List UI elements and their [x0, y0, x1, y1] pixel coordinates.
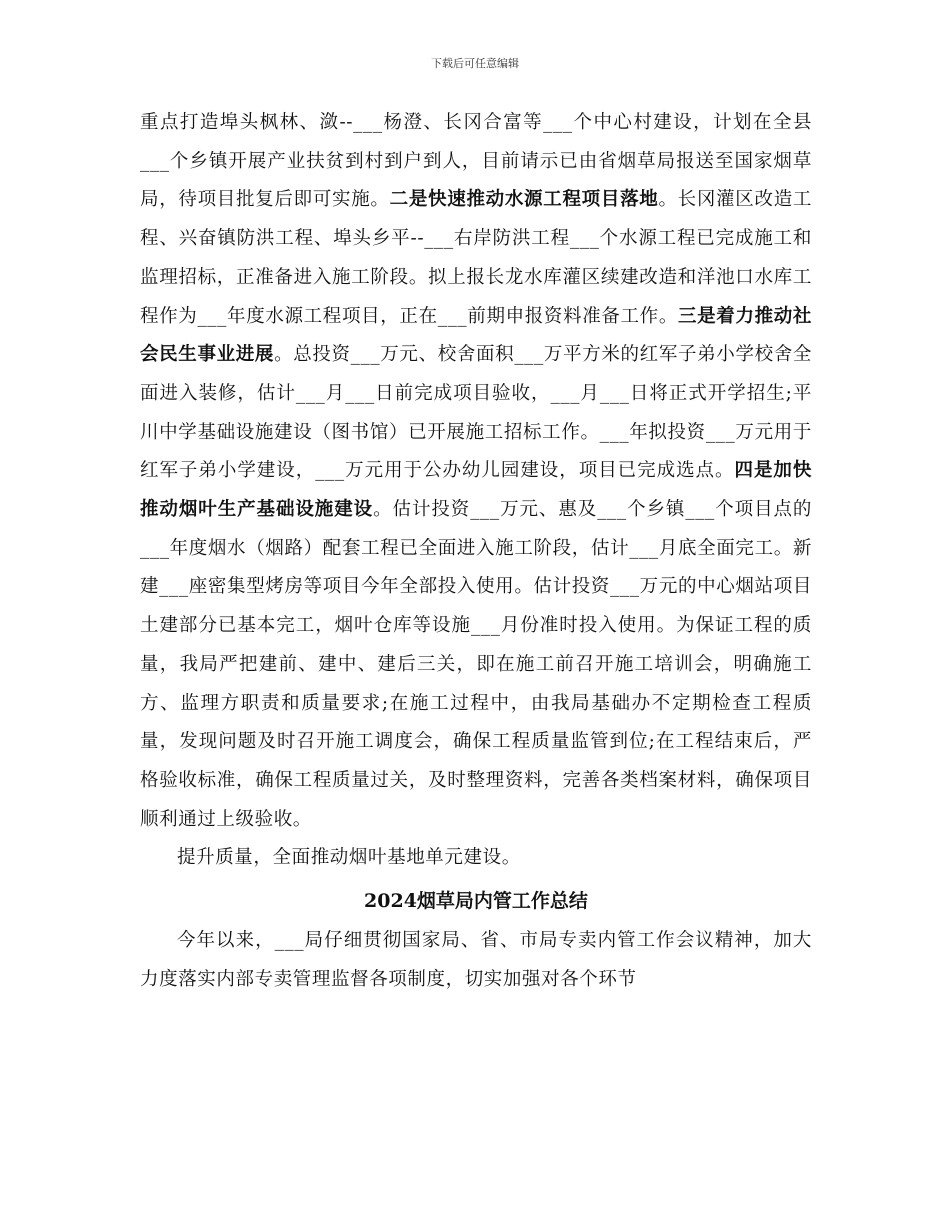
paragraph-1-heading-2: 二是快速推动水源工程项目落地: [389, 189, 659, 211]
paragraph-1-text-2: 。长冈灌区改造工程、兴奋镇防洪工程、埠头乡平--___右岸防洪工程___个水源工程已完成施工和监理招标，正准备进入施工阶段。拟上报长龙水库灌区续建改造和洋池口水库工程作为___年度水源工程项目，正在___前期申报资料准备工作。: [140, 189, 812, 327]
page-header: 下载后可任意编辑: [431, 57, 519, 70]
paragraph-1-text-3: 。总投资___万元、校舍面积___万平方米的红军子弟小学校舍全面进入装修，估计___月___日前完成项目验收，___月___日将正式开学招生;平川中学基础设施建设（图书馆）已开展施工招标工作。___年拟投资___万元用于红军子弟小学建设，___万元用于公办幼儿园建设，项目已完成选点。: [140, 344, 812, 482]
paragraph-1-heading-4: 四是加快推动烟叶生产基础设施建设: [140, 460, 813, 521]
paragraph-1-text-4: 。估计投资___万元、惠及___个乡镇___个项目点的___年度烟水（烟路）配套工程已全面进入施工阶段，估计___月底全面完工。新建___座密集型烤房等项目今年全部投入使用。估计投资___万元的中心烟站项目土建部分已基本完工，烟叶仓库等设施___月份准时投入使用。为保证工程的质量，我局严把建前、建中、建后三关，即在施工前召开施工培训会，明确施工方、监理方职责和质量要求;在施工过程中，由我局基础办不定期检查工程质量，发现问题及时召开施工调度会，确保工程质量监管到位;在工程结束后，严格验收标准，确保工程质量过关，及时整理资料，完善各类档案材料，确保项目顺利通过上级验收。: [140, 499, 813, 830]
document-body: [140, 104, 812, 999]
paragraph-1-heading-3: 三是着力推动社会民生事业进展: [140, 305, 812, 366]
body-paragraph-3: 今年以来，___局仔细贯彻国家局、省、市局专卖内管工作会议精神，加大力度落实内部专卖管理监督各项制度，切实加强对各个环节: [140, 930, 812, 990]
body-paragraph-2: 提升质量，全面推动烟叶基地单元建设。: [177, 847, 521, 869]
section-title: 2024烟草局内管工作总结: [364, 890, 588, 913]
body-paragraph-1: [140, 104, 812, 839]
paragraph-1-text-1: 重点打造埠头枫林、潋--___杨澄、长冈合富等___个中心村建设，计划在全县___个乡镇开展产业扶贫到村到户到人，目前请示已由省烟草局报送至国家烟草局，待项目批复后即可实施。: [140, 112, 812, 211]
